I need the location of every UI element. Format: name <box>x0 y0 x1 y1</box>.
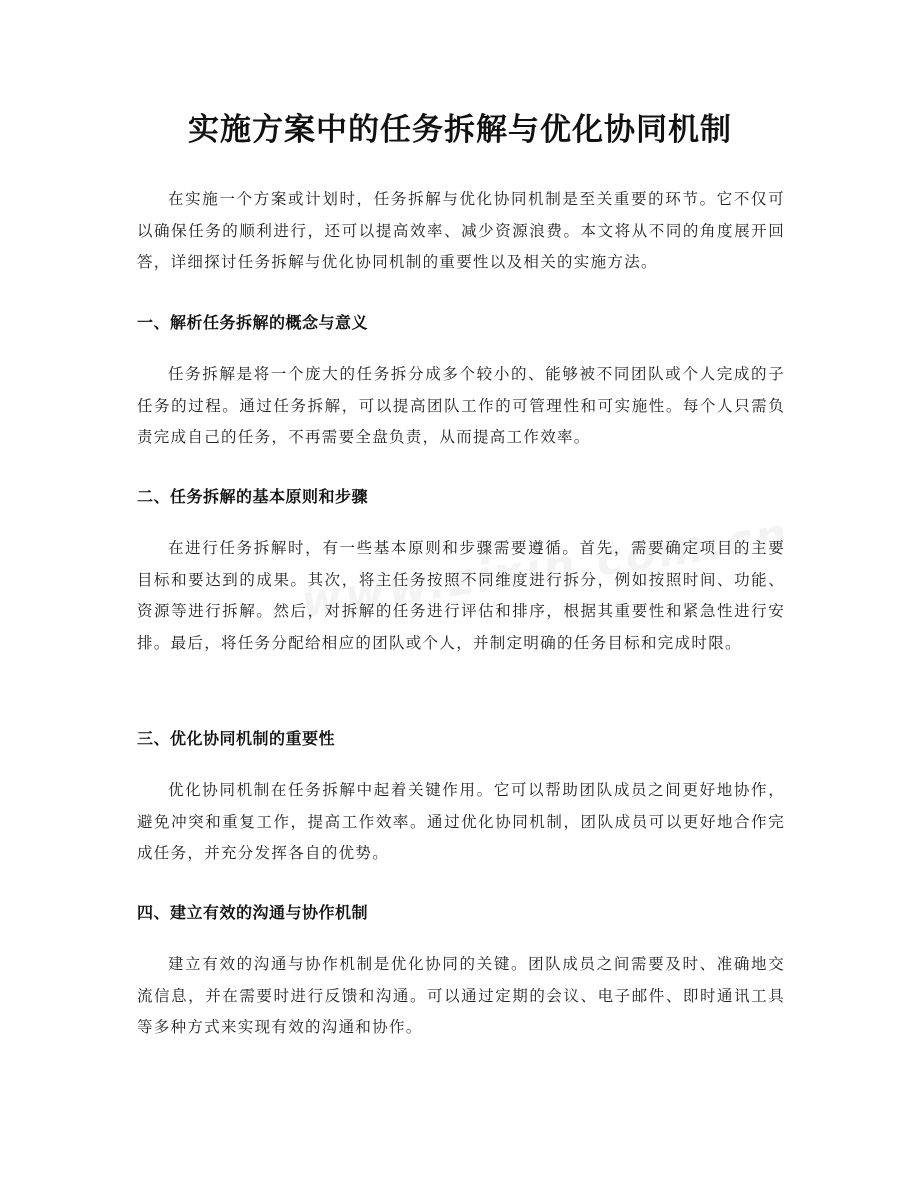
section-1-heading: 一、解析任务拆解的概念与意义 <box>137 313 369 332</box>
section-3-paragraph: 优化协同机制在任务拆解中起着关键作用。它可以帮助团队成员之间更好地协作，避免冲突和重复工作，提高工作效率。通过优化协同机制，团队成员可以更好地合作完成任务，并充分发挥各自的优势。 <box>137 781 785 862</box>
section-3-heading: 三、优化协同机制的重要性 <box>137 729 336 748</box>
section-1-paragraph: 任务拆解是将一个庞大的任务拆分成多个较小的、能够被不同团队或个人完成的子任务的过程。通过任务拆解，可以提高团队工作的可管理性和可实施性。每个人只需负责完成自己的任务，不再需要全盘负责，从而提高工作效率。 <box>137 365 785 446</box>
section-2-paragraph: 在进行任务拆解时，有一些基本原则和步骤需要遵循。首先，需要确定项目的主要目标和要达到的成果。其次，将主任务按照不同维度进行拆分，例如按照时间、功能、资源等进行拆解。然后，对拆解的任务进行评估和排序，根据其重要性和紧急性进行安排。最后，将任务分配给相应的团队或个人，并制定明确的任务目标和完成时限。 <box>137 539 785 652</box>
document-title: 实施方案中的任务拆解与优化协同机制 <box>188 112 732 148</box>
section-4-paragraph: 建立有效的沟通与协作机制是优化协同的关键。团队成员之间需要及时、准确地交流信息，并在需要时进行反馈和沟通。可以通过定期的会议、电子邮件、即时通讯工具等多种方式来实现有效的沟通和协作。 <box>137 955 785 1036</box>
section-4-heading: 四、建立有效的沟通与协作机制 <box>137 903 369 922</box>
intro-paragraph: 在实施一个方案或计划时，任务拆解与优化协同机制是至关重要的环节。它不仅可以确保任务的顺利进行，还可以提高效率、减少资源浪费。本文将从不同的角度展开回答，详细探讨任务拆解与优化协同机制的重要性以及相关的实施方法。 <box>137 190 785 271</box>
section-2-heading: 二、任务拆解的基本原则和步骤 <box>137 487 369 506</box>
